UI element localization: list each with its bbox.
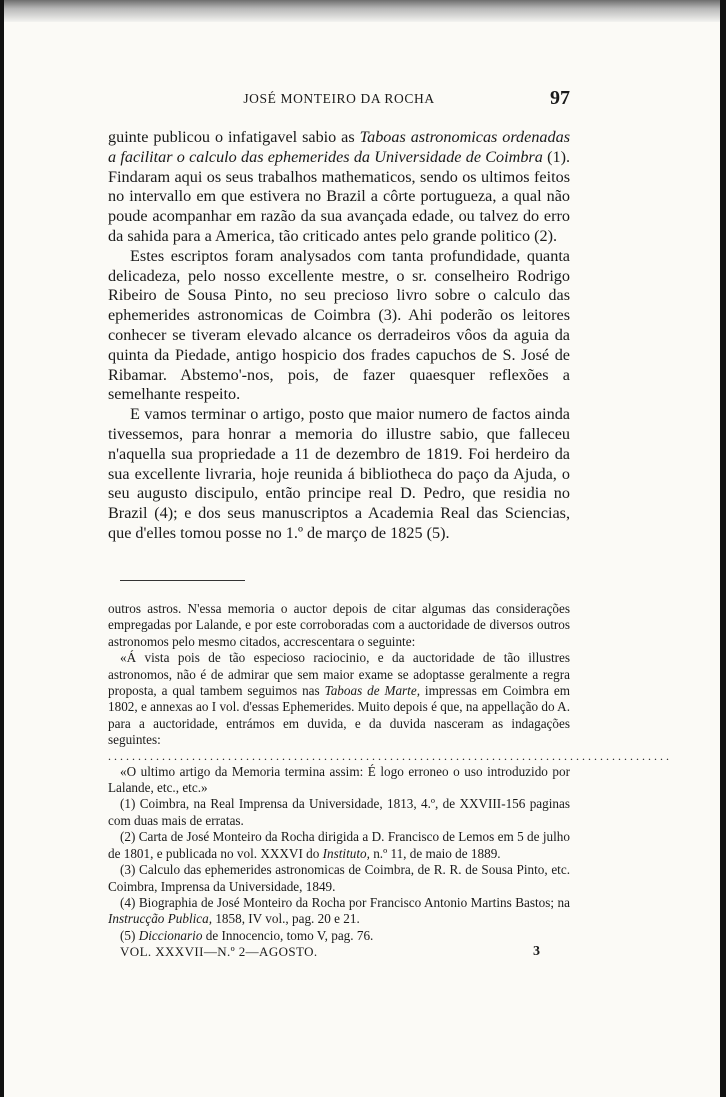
running-title: JOSÉ MONTEIRO DA ROCHA	[243, 91, 435, 106]
sheet-number: 3	[533, 944, 540, 959]
paragraph-2: Estes escriptos foram analysados com tanta profundidade, quanta delicadeza, pelo nosso excellente mestre, o sr. conselheiro Rodrigo Ribeiro de Sousa Pinto, no seu precioso livro sobre o calculo das ephemerides astronomicas de Coimbra (3). Ahi poderão os leitores conhecer se tiveram elevado alcance os derradeiros vôos da aguia da quinta da Piedade, antigo hospicio dos frades capuchos de S. José de Ribamar. Abstemo'-nos, pois, de fazer quaesquer reflexões a semelhante respeito.	[108, 246, 570, 404]
footnote-5: (5) Diccionario de Innocencio, tomo V, pag. 76.	[120, 927, 374, 943]
scan-top-edge	[0, 0, 726, 22]
footnotes	[108, 601, 672, 944]
italic-title: Taboas astronomicas ordenadas a facilitar o calculo das ephemerides da Universidade de Coimbra	[108, 128, 571, 166]
note-quote: «Á vista pois de tão especioso raciocinio, e da auctoridade de tão illustres astronomos, não é de admirar que sem maior exame se adoptasse geralmente a regra proposta, a qual tambem seguimos nas Taboas de Marte, impressas em Coimbra em 1802, e annexas ao I vol. d'essas Ephemerides. Muito depois é que, na appellação do A. para a auctoridade, entrámos em duvida, e da duvida nasceram as indagações seguintes:	[108, 650, 570, 748]
page-number: 97	[550, 87, 570, 109]
scan-left-edge	[0, 0, 4, 1097]
scan-right-edge	[720, 0, 726, 1097]
page-header	[108, 87, 570, 109]
page-footer	[120, 944, 540, 964]
note-last: «O ultimo artigo da Memoria termina assim: É logo erroneo o uso introduzido por Lalande, etc., etc.»	[108, 763, 570, 796]
ellipsis-line: ..............................................................................................	[108, 748, 672, 763]
paragraph-1: guinte publicou o infatigavel sabio as Taboas astronomicas ordenadas a facilitar o calculo das ephemerides da Universidade de Coimbra (1). Findaram aqui os seus trabalhos mathematicos, sendo os ultimos feitos no intervallo em que estivera no Brazil a côrte portugueza, a qual não poude acompanhar em razão da sua avançada edade, ou talvez do erro da sahida para a America, tão criticado antes pelo grande politico (2).	[108, 128, 571, 245]
note-intro: outros astros. N'essa memoria o auctor depois de citar algumas das considerações empregadas por Lalande, e por este corroboradas com a auctoridade de diversos outros astronomos pelo mesmo citados, accrescentara o seguinte:	[108, 601, 570, 649]
paragraph-3: E vamos terminar o artigo, posto que maior numero de factos ainda tivessemos, para honrar a memoria do illustre sabio, que falleceu n'aquella sua propriedade a 11 de dezembro de 1819. Foi herdeiro da sua excellente livraria, hoje reunida á bibliotheca do paço da Ajuda, o seu augusto discipulo, então principe real D. Pedro, que residia no Brazil (4); e dos seus manuscriptos a Academia Real das Sciencias, que d'elles tomou posse no 1.º de março de 1825 (5).	[108, 405, 570, 542]
main-text	[108, 128, 570, 544]
volume-signature: VOL. XXXVII—N.º 2—AGOSTO.	[120, 944, 318, 959]
footnote-3: (3) Calculo das ephemerides astronomicas de Coimbra, de R. R. de Sousa Pinto, etc. Coimbra, Imprensa da Universidade, 1849.	[108, 862, 570, 894]
footnote-rule	[120, 580, 245, 581]
footnote-4: (4) Biographia de José Monteiro da Rocha por Francisco Antonio Martins Bastos; na Instrucção Publica, 1858, IV vol., pag. 20 e 21.	[108, 894, 570, 927]
footnote-2: (2) Carta de José Monteiro da Rocha dirigida a D. Francisco de Lemos em 5 de julho de 1801, e publicada no vol. XXXVI do Instituto, n.º 11, de maio de 1889.	[108, 829, 570, 861]
footnote-1: (1) Coimbra, na Real Imprensa da Universidade, 1813, 4.º, de XXVIII-156 paginas com duas mais de erratas.	[108, 796, 570, 828]
